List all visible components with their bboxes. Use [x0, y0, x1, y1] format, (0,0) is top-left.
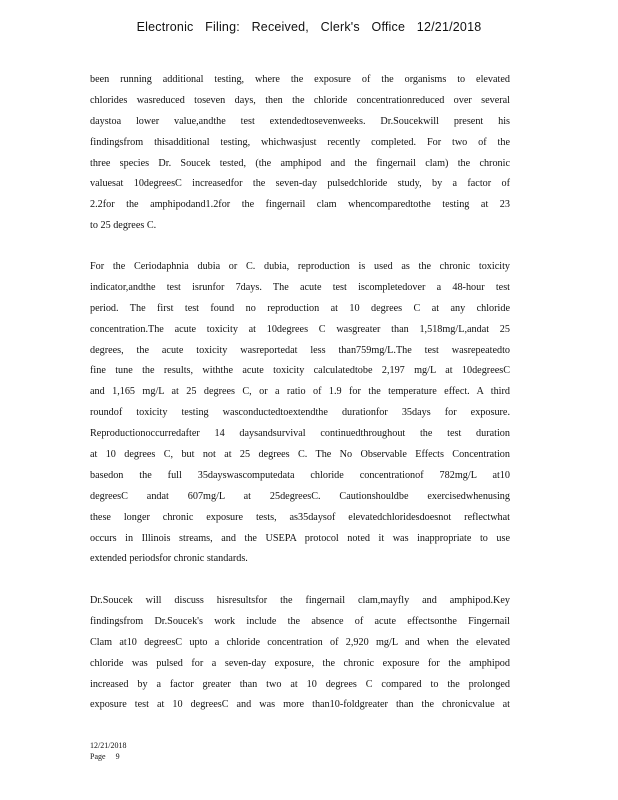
paragraph-line: findingsfrom Dr.Soucek's work include the absence of acute effectsonthe Fingernail — [90, 615, 510, 627]
paragraph-line: fine tune the results, withthe acute toxicity calculatedtobe 2,197 mg/L at 10degreesC — [90, 365, 510, 377]
paragraph-line: findingsfrom thisadditional testing, whichwasjust recently completed. For two of the — [90, 136, 510, 148]
paragraph-line: 2.2for the amphipodand1.2for the fingernail clam whencomparedtothe testing at 23 — [90, 199, 510, 211]
page-footer — [90, 740, 126, 762]
paragraph-line: exposure test at 10 degreesC and was more than10-foldgreater than the chronicvalue at — [90, 699, 510, 711]
paragraph-line: occurs in Illinois streams, and the USEPA protocol noted it was inappropriate to use — [90, 532, 510, 544]
paragraph-line: Reproductionoccurredafter 14 daysandsurvival continuedthroughout the test duration — [90, 428, 510, 440]
paragraph-line: and 1,165 mg/L at 25 degrees C, or a ratio of 1.9 for the temperature effect. A third — [90, 386, 510, 398]
footer-date: 12/21/2018 — [90, 741, 127, 750]
paragraph-line: Clam at10 degreesC upto a chloride concentration of 2,920 mg/L and when the elevated — [90, 636, 510, 648]
paragraph-line: these longer chronic exposure tests, as35daysof elevatedchloridesdoesnot reflectwhat — [90, 511, 510, 523]
paragraph-line: degrees, the acute toxicity wasreportedat less than759mg/L.The test wasrepeatedto — [90, 344, 510, 356]
paragraph-line: degreesC andat 607mg/L at 25degreesC. Cautionshouldbe exercisedwhenusing — [90, 490, 510, 502]
filing-stamp-header: Electronic Filing: Received, Clerk's Office 12/21/2018 — [136, 20, 482, 34]
paragraph-line: period. The first test found no reproduction at 10 degrees C at any chloride — [90, 302, 510, 314]
paragraph-line: increased by a factor greater than two at 10 degrees C compared to the prolonged — [90, 678, 510, 690]
paragraph-2 — [90, 257, 510, 570]
paragraph-line: chlorides wasreduced toseven days, then the chloride concentrationreduced over several — [90, 94, 510, 106]
paragraph-line: For the Ceriodaphnia dubia or C. dubia, reproduction is used as the chronic toxicity — [90, 261, 510, 272]
paragraph-line: indicator,andthe test isrunfor 7days. The acute test iscompletedover a 48-hour test — [90, 281, 510, 293]
paragraph-line: valuesat 10degreesC increasedfor the seven-day pulsedchloride study, by a factor of — [90, 178, 510, 190]
paragraph-line: chloride was pulsed for a seven-day exposure, the chronic exposure for the amphipod — [90, 657, 510, 669]
page-number: 9 — [115, 752, 120, 761]
paragraph-1 — [90, 70, 510, 237]
footer-page-number — [90, 751, 126, 762]
paragraph-3 — [90, 591, 510, 716]
paragraph-line: roundof toxicity testing wasconductedtoextendthe durationfor 35days for exposure. — [90, 407, 510, 419]
paragraph-line: basedon the full 35dayswascomputedata chloride concentrationof 782mg/L at10 — [90, 469, 510, 481]
paragraph-line: to 25 degrees C. — [90, 220, 157, 232]
paragraph-line: concentration.The acute toxicity at 10degrees C wasgreater than 1,518mg/L,andat 25 — [90, 323, 510, 335]
paragraph-line: extended periodsfor chronic standards. — [90, 553, 248, 565]
paragraph-line: Dr.Soucek will discuss hisresultsfor the fingernail clam,mayfly and amphipod.Key — [90, 595, 510, 606]
paragraph-line: been running additional testing, where the exposure of the organisms to elevated — [90, 74, 510, 85]
paragraph-line: daystoa lower value,andthe test extendedtosevenweeks. Dr.Soucekwill present his — [90, 115, 510, 127]
page-label: Page — [90, 752, 106, 761]
paragraph-line: three species Dr. Soucek tested, (the amphipod and the fingernail clam) the chronic — [90, 157, 510, 169]
paragraph-line: at 10 degrees C, but not at 25 degrees C. The No Observable Effects Concentration — [90, 449, 510, 461]
